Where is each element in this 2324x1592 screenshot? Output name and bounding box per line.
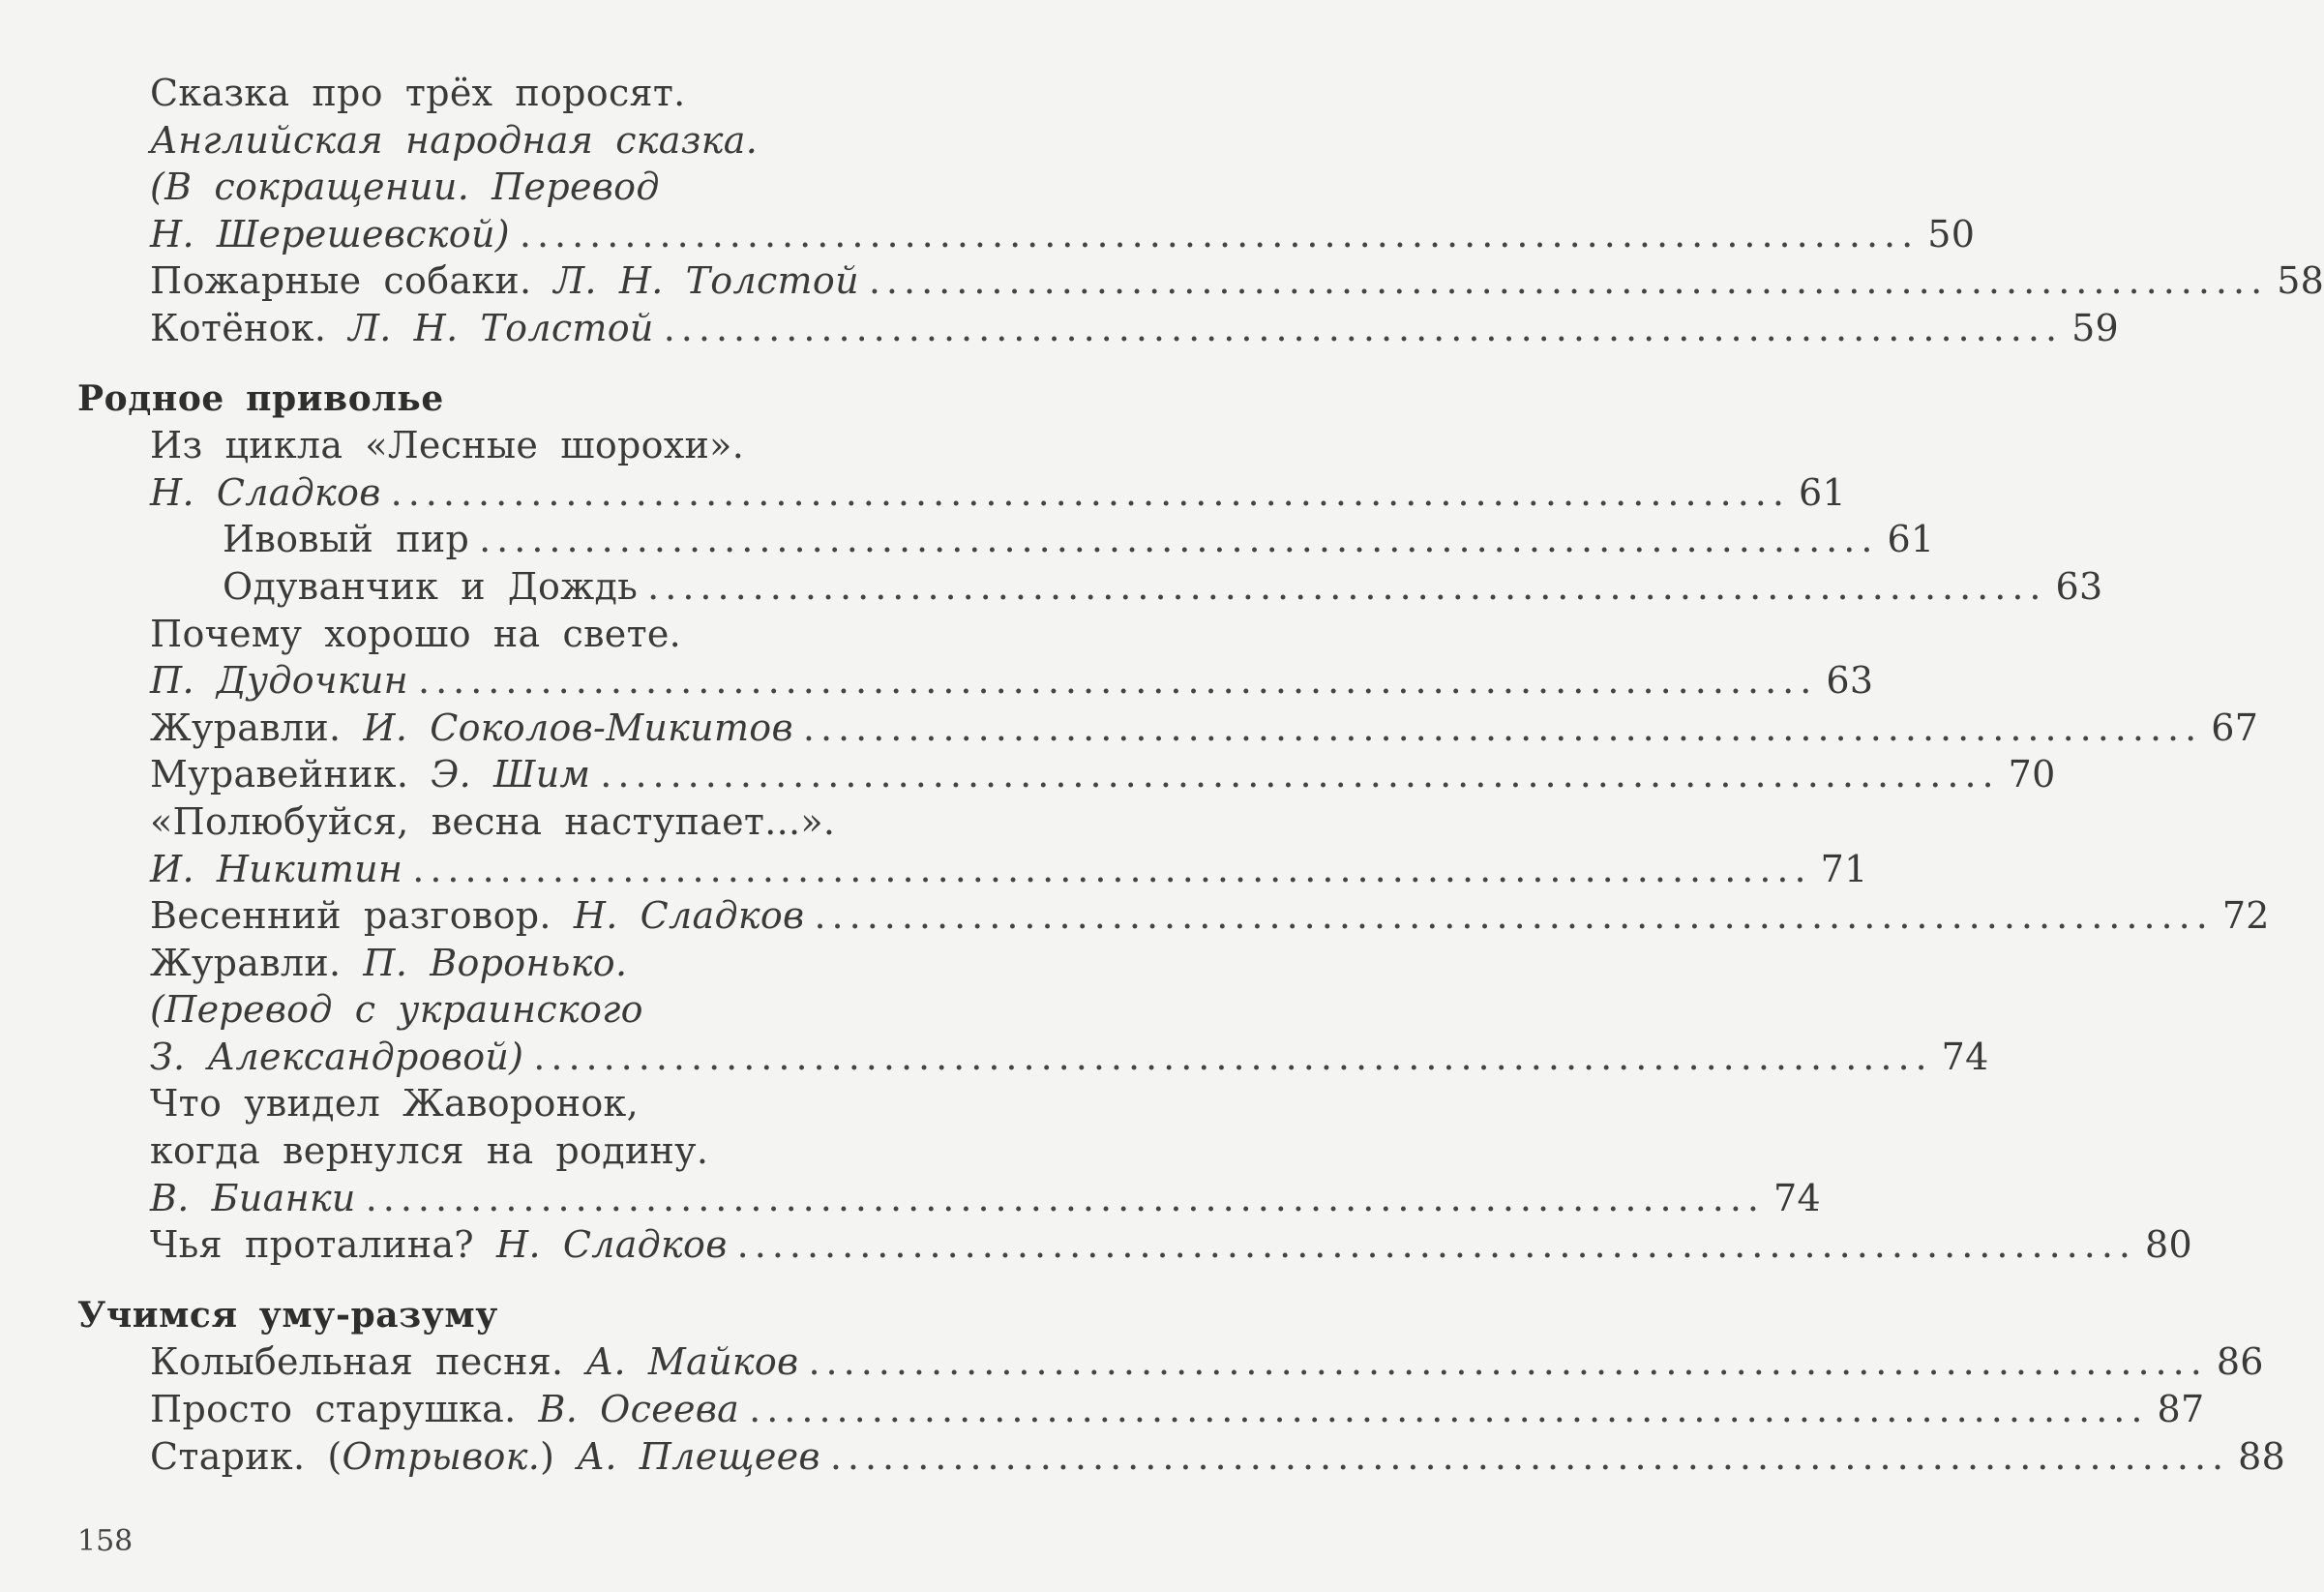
toc-entry-title (150, 469, 381, 517)
toc-entry-text (150, 611, 681, 658)
toc-entry (0, 892, 2270, 940)
toc-entry-title (150, 800, 835, 843)
entry-title: когда вернулся на родину. (150, 1129, 709, 1173)
toc-entry-title (223, 563, 638, 611)
entry-author: А. Плещеев (577, 1434, 820, 1478)
dot-leader: ................................................................................ (390, 470, 1790, 514)
dot-leader: ................................................................................ (814, 894, 2214, 938)
dot-leader: ................................................................................ (479, 518, 1879, 561)
toc-entry-title (150, 119, 758, 162)
toc-entry (0, 1080, 1116, 1127)
entry-title: Старик. ( (150, 1434, 343, 1478)
toc-entry-title (150, 942, 627, 984)
entry-title: Чья проталина? (150, 1223, 497, 1267)
section-heading (0, 375, 1116, 423)
dot-leader: ................................................................................ (663, 306, 2064, 349)
entry-title: Что увидел Жаворонок, (150, 1082, 639, 1126)
toc-entry-text (223, 563, 2103, 611)
section-heading-text: Учимся уму-разуму (77, 1294, 498, 1336)
toc-entry-title (150, 211, 510, 258)
entry-page-number: 71 (1820, 847, 1868, 890)
toc-entry-title (150, 846, 402, 893)
toc-entry-title (150, 72, 686, 114)
dot-leader: ................................................................................ (412, 847, 1812, 890)
entry-author: Н. Сладков (496, 1223, 728, 1267)
table-of-contents (0, 70, 2324, 1480)
toc-entry (0, 1175, 1822, 1222)
toc-entry-text (150, 798, 835, 846)
toc-entry-text (150, 305, 2120, 352)
entry-title: Просто старушка. (150, 1388, 539, 1431)
dot-leader: ................................................................................ (829, 1434, 2230, 1478)
entry-title: Журавли. (150, 941, 364, 984)
toc-entry (0, 1127, 1116, 1175)
entry-page-number: 67 (2211, 706, 2259, 749)
entry-page-number: 63 (2055, 564, 2103, 608)
entry-title: Одуванчик и Дождь (223, 564, 639, 608)
entry-author: З. Александровой) (150, 1035, 524, 1078)
dot-leader: ................................................................................ (365, 1176, 1766, 1219)
toc-entry-text (150, 422, 744, 469)
dot-leader: ................................................................................ (802, 706, 2203, 749)
section-heading (0, 1292, 1116, 1339)
entry-title-tail: ) (540, 1434, 578, 1478)
toc-entry-text (150, 1127, 708, 1175)
toc-entry (0, 257, 2324, 305)
toc-entry-text (150, 257, 2324, 305)
toc-entry-title (150, 1338, 798, 1386)
entry-author: В. Осеева (538, 1388, 740, 1431)
dot-leader: ................................................................................ (808, 1340, 2208, 1384)
toc-entry (0, 164, 1116, 211)
toc-entry-text (150, 705, 2259, 752)
dot-leader: ................................................................................ (600, 753, 2000, 796)
toc-entry-text (223, 516, 1935, 563)
toc-entry-text (150, 70, 686, 117)
toc-entry (0, 657, 1874, 705)
toc-entry (0, 1034, 1989, 1081)
toc-entry (0, 422, 1116, 469)
entry-author: И. Никитин (150, 847, 403, 890)
entry-page-number: 74 (1941, 1035, 1989, 1078)
entry-page-number: 80 (2145, 1223, 2192, 1267)
toc-entry-text (150, 846, 1868, 893)
entry-author: Н. Сладков (150, 470, 381, 514)
entry-page-number: 61 (1799, 470, 1846, 514)
toc-entry-title (150, 751, 590, 798)
toc-entry-title (150, 988, 643, 1031)
entry-author: (В сокращении. Перевод (150, 165, 660, 209)
toc-entry (0, 1221, 2192, 1269)
page-number: 158 (77, 1524, 134, 1558)
entry-page-number: 63 (1826, 659, 1874, 703)
entry-author: П. Воронько. (363, 941, 628, 984)
entry-author: Л. Н. Толстой (553, 259, 859, 303)
dot-leader: ................................................................................ (749, 1388, 2149, 1431)
toc-entry-text (150, 892, 2270, 940)
toc-entry-text (150, 1221, 2192, 1269)
toc-entry-title (150, 613, 681, 655)
toc-entry-text (150, 469, 1846, 517)
dot-leader: ................................................................................ (647, 564, 2047, 608)
section-gap (0, 352, 1116, 375)
toc-entry-text (150, 1433, 2286, 1481)
dot-leader: ................................................................................ (417, 659, 1818, 703)
toc-entry (0, 611, 1116, 658)
toc-entry (0, 1338, 2264, 1386)
entry-page-number: 88 (2238, 1434, 2286, 1478)
toc-entry (0, 516, 1935, 563)
toc-entry (0, 798, 1116, 846)
entry-page-number: 70 (2008, 753, 2056, 796)
dot-leader: ................................................................................ (736, 1223, 2136, 1267)
entry-page-number: 87 (2157, 1388, 2205, 1431)
toc-entry-title (150, 1034, 523, 1081)
toc-entry (0, 211, 1976, 258)
dot-leader: ................................................................................ (533, 1035, 1933, 1078)
entry-title: Пожарные собаки. (150, 259, 554, 303)
entry-author: А. Майков (585, 1340, 799, 1384)
entry-title: Журавли. (150, 706, 364, 749)
toc-entry-text (150, 117, 758, 165)
toc-entry-title (150, 1386, 739, 1433)
toc-entry (0, 705, 2259, 752)
toc-entry-text (150, 1034, 1989, 1081)
toc-entry-text (150, 1386, 2205, 1433)
entry-page-number: 61 (1887, 518, 1935, 561)
toc-entry (0, 117, 1116, 165)
toc-entry-text (150, 657, 1874, 705)
entry-author: И. Соколов-Микитов (363, 706, 793, 749)
toc-entry-text (150, 164, 660, 211)
entry-author: Л. Н. Толстой (348, 306, 654, 349)
toc-entry (0, 986, 1116, 1034)
entry-author: Отрывок. (342, 1434, 541, 1478)
entry-author: Э. Шим (431, 753, 591, 796)
entry-author: Английская народная сказка. (150, 118, 759, 162)
section-gap (0, 1269, 1116, 1292)
toc-entry-title (223, 516, 469, 563)
toc-entry (0, 563, 2103, 611)
entry-title: «Полюбуйся, весна наступает...». (150, 799, 836, 843)
entry-author: П. Дудочкин (150, 659, 408, 703)
entry-title: Почему хорошо на свете. (150, 612, 682, 655)
entry-page-number: 50 (1927, 212, 1976, 255)
toc-entry-text (150, 1080, 639, 1127)
toc-entry-title (150, 657, 408, 705)
dot-leader: ................................................................................ (519, 212, 1920, 255)
toc-entry-text (150, 940, 627, 987)
toc-entry (0, 305, 2120, 352)
toc-entry-title (150, 165, 660, 208)
entry-title: Ивовый пир (223, 518, 470, 561)
toc-entry-title (150, 705, 793, 752)
section-heading-text: Родное приволье (77, 377, 444, 419)
toc-entry (0, 1433, 2286, 1481)
toc-entry-text (150, 751, 2056, 798)
entry-page-number: 59 (2071, 306, 2120, 349)
entry-title: Из цикла «Лесные шорохи». (150, 424, 745, 467)
toc-entry-title (150, 424, 744, 466)
entry-author: Н. Шерешевской) (150, 212, 510, 255)
toc-entry-title (150, 305, 654, 352)
toc-entry-title (150, 1129, 708, 1172)
entry-author: В. Бианки (150, 1176, 356, 1219)
toc-entry-title (150, 1433, 820, 1481)
entry-page-number: 72 (2221, 894, 2270, 938)
toc-entry-text (150, 211, 1976, 258)
toc-entry-title (150, 892, 804, 940)
toc-entry (0, 469, 1846, 517)
toc-entry (0, 846, 1868, 893)
toc-entry (0, 751, 2056, 798)
toc-entry-text (150, 1338, 2264, 1386)
entry-page-number: 86 (2216, 1340, 2264, 1384)
entry-author: Н. Сладков (573, 894, 805, 938)
toc-entry-title (150, 1221, 728, 1269)
entry-page-number: 58 (2277, 259, 2324, 303)
entry-title: Котёнок. (150, 306, 349, 349)
entry-author: (Перевод с украинского (150, 988, 643, 1032)
entry-title: Колыбельная песня. (150, 1340, 586, 1384)
toc-entry-text (150, 1175, 1822, 1222)
entry-page-number: 74 (1773, 1176, 1822, 1219)
toc-entry (0, 70, 1116, 117)
entry-title: Муравейник. (150, 753, 432, 796)
entry-title: Весенний разговор. (150, 894, 574, 938)
toc-entry-text (150, 986, 643, 1034)
toc-entry (0, 1386, 2205, 1433)
toc-entry (0, 940, 1116, 987)
toc-entry-title (150, 257, 859, 305)
toc-entry-title (150, 1175, 356, 1222)
entry-title: Сказка про трёх поросят. (150, 72, 686, 114)
toc-entry-title (150, 1082, 639, 1125)
dot-leader: ................................................................................ (868, 259, 2269, 303)
